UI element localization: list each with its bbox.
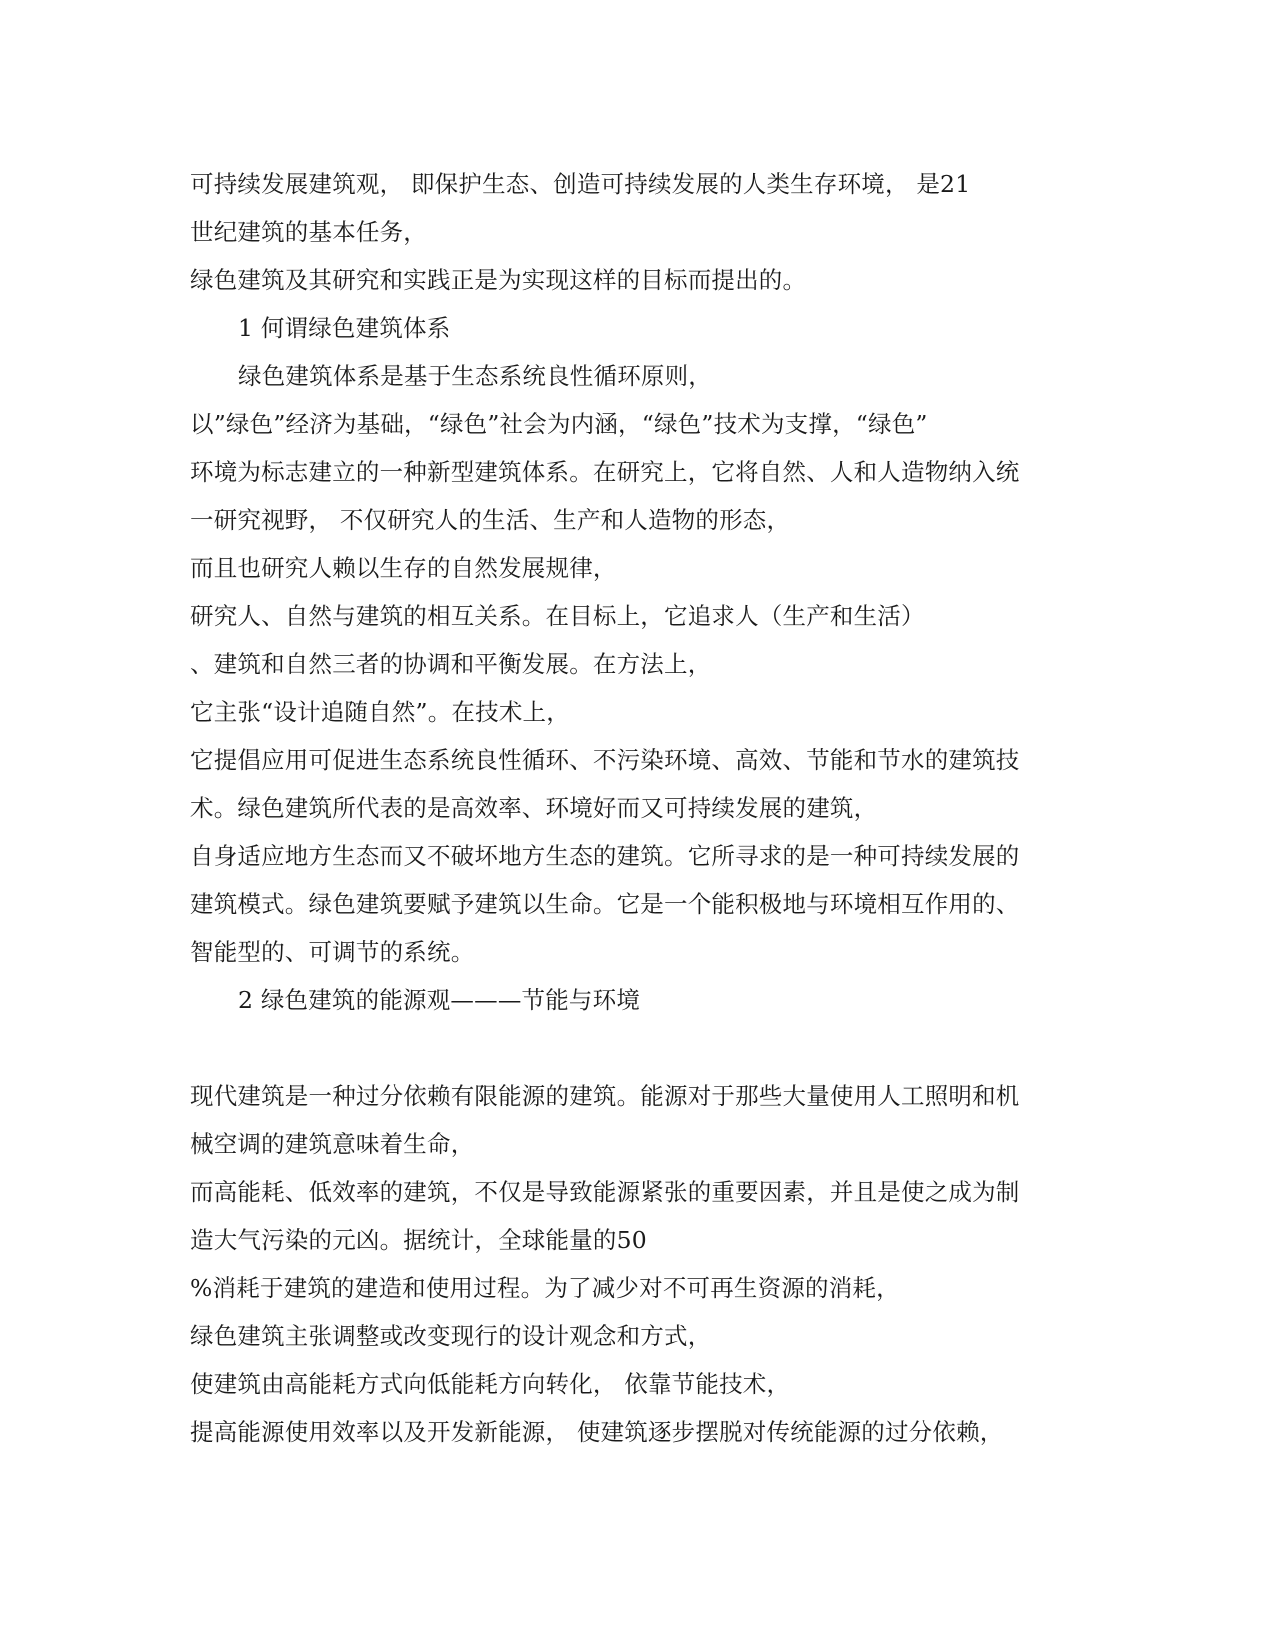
paragraph-line: %消耗于建筑的建造和使用过程。为了减少对不可再生资源的消耗， (190, 1274, 900, 1302)
paragraph-line: 提高能源使用效率以及开发新能源， 使建筑逐步摆脱对传统能源的过分依赖， (190, 1418, 1004, 1446)
paragraph-line: 自身适应地方生态而又不破坏地方生态的建筑。它所寻求的是一种可持续发展的 (190, 842, 1020, 870)
paragraph-line: 、建筑和自然三者的协调和平衡发展。在方法上， (190, 650, 712, 678)
paragraph-line: 绿色建筑及其研究和实践正是为实现这样的目标而提出的。 (190, 266, 807, 294)
paragraph-line: 现代建筑是一种过分依赖有限能源的建筑。能源对于那些大量使用人工照明和机 (190, 1082, 1020, 1110)
paragraph-line: 可持续发展建筑观， 即保护生态、创造可持续发展的人类生存环境， 是21 (190, 170, 971, 198)
paragraph-line: 使建筑由高能耗方式向低能耗方向转化， 依靠节能技术， (190, 1370, 791, 1398)
paragraph-line: 造大气污染的元凶。据统计，全球能量的50 (190, 1226, 647, 1254)
blank-line (190, 1024, 1090, 1072)
paragraph-line: 研究人、自然与建筑的相互关系。在目标上，它追求人（生产和生活） (190, 602, 925, 630)
paragraph-line: 而高能耗、低效率的建筑，不仅是导致能源紧张的重要因素，并且是使之成为制 (190, 1178, 1020, 1206)
paragraph-line: 以”绿色”经济为基础，“绿色”社会为内涵，“绿色”技术为支撑，“绿色” (190, 410, 928, 438)
section-heading-1: 1 何谓绿色建筑体系 (238, 314, 451, 342)
paragraph-line: 绿色建筑体系是基于生态系统良性循环原则， (238, 362, 712, 390)
paragraph-line: 绿色建筑主张调整或改变现行的设计观念和方式， (190, 1322, 712, 1350)
paragraph-line: 它提倡应用可促进生态系统良性循环、不污染环境、高效、节能和节水的建筑技 (190, 746, 1020, 774)
section-heading-2: 2 绿色建筑的能源观———节能与环境 (238, 986, 641, 1014)
paragraph-line: 世纪建筑的基本任务， (190, 218, 427, 246)
paragraph-line: 智能型的、可调节的系统。 (190, 938, 475, 966)
paragraph-line: 械空调的建筑意味着生命， (190, 1130, 475, 1158)
paragraph-line: 它主张“设计追随自然”。在技术上， (190, 698, 570, 726)
paragraph-line: 环境为标志建立的一种新型建筑体系。在研究上，它将自然、人和人造物纳入统 (190, 458, 1020, 486)
paragraph-line: 术。绿色建筑所代表的是高效率、环境好而又可持续发展的建筑， (190, 794, 878, 822)
paragraph-line: 而且也研究人赖以生存的自然发展规律， (190, 554, 617, 582)
paragraph-line: 一研究视野， 不仅研究人的生活、生产和人造物的形态， (190, 506, 791, 534)
paragraph-line: 建筑模式。绿色建筑要赋予建筑以生命。它是一个能积极地与环境相互作用的、 (190, 890, 1020, 918)
document-body (190, 160, 1090, 1456)
